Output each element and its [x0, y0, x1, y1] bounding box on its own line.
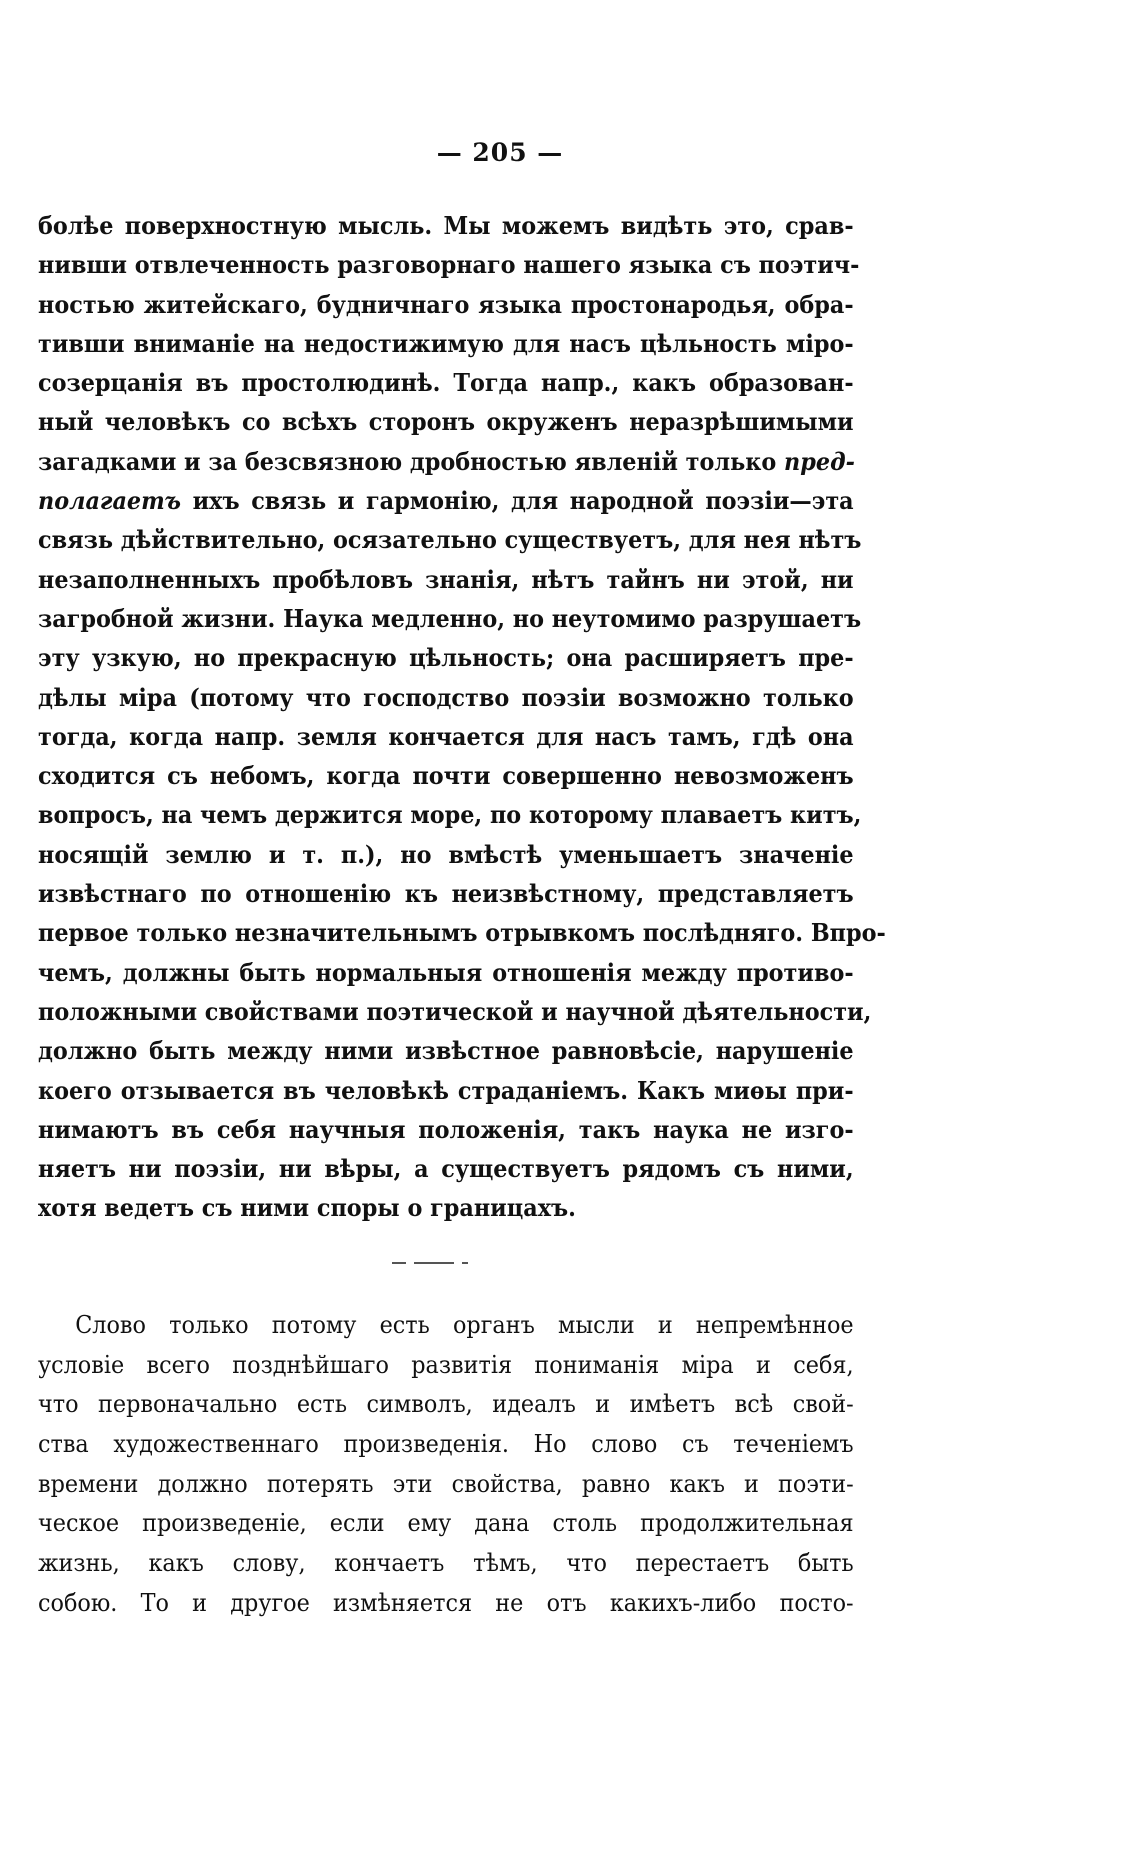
text-line: ческое произведеніе, если ему дана столь продолжительная — [38, 1509, 854, 1538]
text-line: болѣе поверхностную мысль. Мы можемъ видѣть это, срав- — [38, 211, 854, 240]
text-line: тогда, когда напр. земля кончается для насъ тамъ, гдѣ она — [38, 721, 854, 751]
text-line: ный человѣкъ со всѣхъ сторонъ окруженъ неразрѣшимыми — [38, 407, 854, 437]
text-segment: ихъ связь и гармонію, для народной поэзіи—эта — [180, 486, 854, 516]
text-line: коего отзывается въ человѣкѣ страданіемъ. Какъ миѳы при- — [38, 1075, 854, 1105]
text-line: времени должно потерять эти свойства, равно какъ и поэти- — [38, 1469, 854, 1498]
text-line: ностью житейскаго, будничнаго языка простонародья, обра- — [38, 289, 854, 319]
text-line: загробной жизни. Наука медленно, но неутомимо разрушаетъ — [38, 603, 862, 633]
text-line: жизнь, какъ слову, кончаетъ тѣмъ, что перестаетъ быть — [38, 1549, 854, 1578]
text-line: извѣстнаго по отношенію къ неизвѣстному, представляетъ — [38, 879, 854, 909]
paragraph-second — [38, 1306, 854, 1624]
emphasized-word: пред- — [784, 446, 855, 476]
text-line: незаполненныхъ пробѣловъ знанія, нѣтъ тайнъ ни этой, ни — [38, 564, 854, 594]
text-line: первое только незначительнымъ отрывкомъ послѣдняго. Впро- — [38, 918, 886, 948]
text-line-with-emphasis — [38, 481, 854, 520]
text-line: положными свойствами поэтической и научной дѣятельности, — [38, 996, 872, 1026]
text-line: сходится съ небомъ, когда почти совершенно невозможенъ — [38, 761, 854, 791]
text-line: ства художественнаго произведенія. Но слово съ теченіемъ — [38, 1430, 854, 1459]
text-line: созерцанія въ простолюдинѣ. Тогда напр., какъ образован- — [38, 368, 854, 398]
text-line: чемъ, должны быть нормальныя отношенія между противо- — [38, 957, 854, 987]
text-line: Слово только потому есть органъ мысли и непремѣнное — [75, 1311, 854, 1339]
text-line: нивши отвлеченность разговорнаго нашего языка съ поэтич- — [38, 250, 860, 280]
text-line: эту узкую, но прекрасную цѣльность; она расширяетъ пре- — [38, 643, 854, 673]
text-line: условіе всего позднѣйшаго развитія пониманія міра и себя, — [38, 1350, 854, 1379]
text-line: дѣлы міра (потому что господство поэзіи возможно только — [38, 682, 854, 712]
text-line: тивши вниманіе на недостижимую для насъ цѣльность міро- — [38, 328, 854, 358]
text-line: собою. То и другое измѣняется не отъ какихъ-либо посто- — [38, 1588, 854, 1617]
text-line: носящій землю и т. п.), но вмѣстѣ уменьшаетъ значеніе — [38, 839, 854, 869]
text-line: что первоначально есть символъ, идеалъ и имѣетъ всѣ свой- — [38, 1390, 854, 1419]
text-line: нимаютъ въ себя научныя положенія, такъ наука не изго- — [38, 1114, 854, 1144]
text-line-with-emphasis — [38, 442, 854, 481]
paragraph-first — [38, 206, 886, 1228]
text-line: хотя ведетъ съ ними споры о границахъ. — [38, 1193, 576, 1223]
text-line: вопросъ, на чемъ держится море, по которому плаваетъ китъ, — [38, 800, 862, 830]
page-number: — 205 — — [436, 138, 564, 167]
text-segment: загадками и за безсвязною дробностью явленій только — [38, 446, 785, 476]
emphasized-word: полагаетъ — [38, 486, 181, 516]
text-line: связь дѣйствительно, осязательно существуетъ, для нея нѣтъ — [38, 525, 862, 555]
section-divider — [392, 1260, 492, 1266]
text-line: должно быть между ними извѣстное равновѣсіе, нарушеніе — [38, 1036, 854, 1066]
text-line: няетъ ни поэзіи, ни вѣры, а существуетъ рядомъ съ ними, — [38, 1154, 854, 1184]
